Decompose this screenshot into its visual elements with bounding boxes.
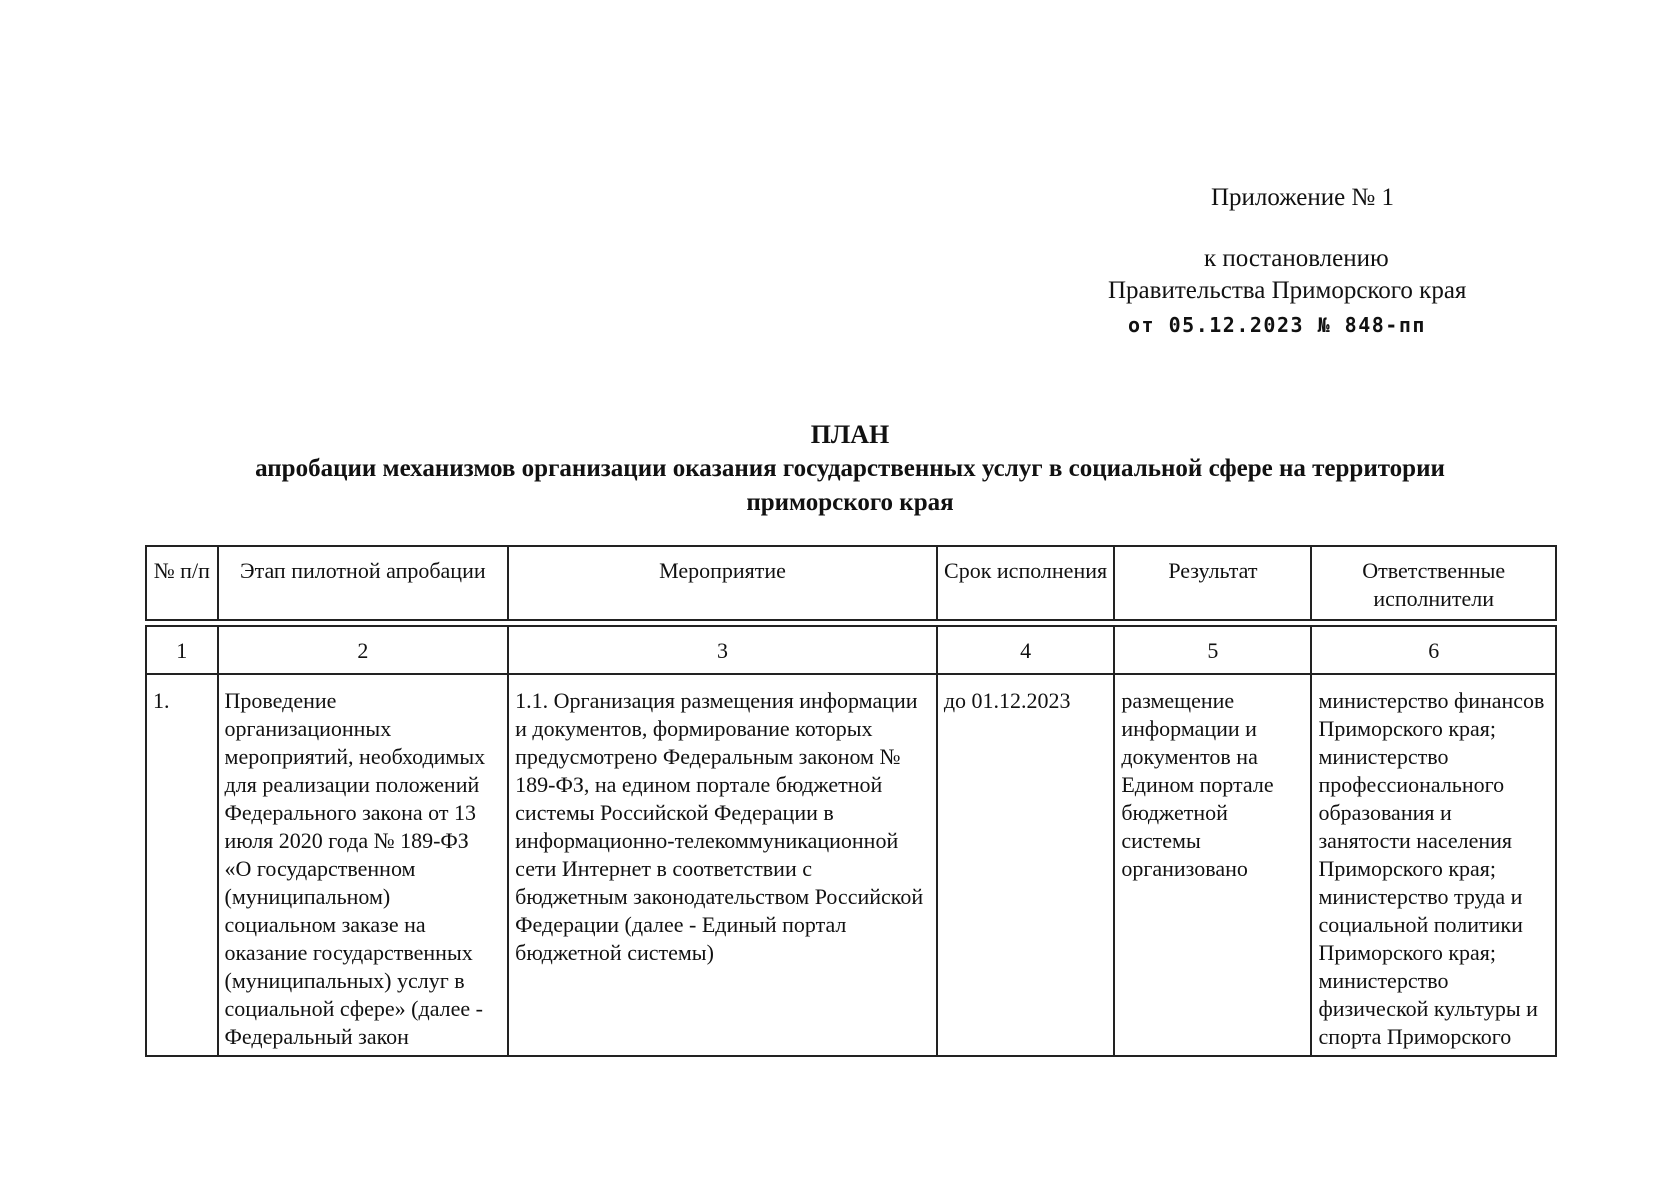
row-stage: Проведение организационных мероприятий, необходимых для реализации положений Федерального закона от 13 июля 2020 года № 189-ФЗ «О государственном (муниципальном) социальном заказе на оказание государственных (муниципальных) услуг в социальной сфере» (далее - Федеральный закон: [218, 674, 509, 1056]
appendix-date-number: от 05.12.2023 № 848-пп: [1128, 313, 1426, 337]
title-main: ПЛАН: [810, 420, 890, 449]
column-number: 6: [1311, 626, 1556, 674]
header-num: № п/п: [146, 546, 218, 620]
column-number-row: [146, 626, 1556, 674]
appendix-label: Приложение № 1: [1211, 184, 1395, 211]
column-number: 3: [508, 626, 937, 674]
row-result: размещение информации и документов на Едином портале бюджетной системы организовано: [1114, 674, 1311, 1056]
row-deadline: до 01.12.2023: [937, 674, 1115, 1056]
column-number: 5: [1114, 626, 1311, 674]
header-responsible: Ответственные исполнители: [1311, 546, 1556, 620]
column-number: 1: [146, 626, 218, 674]
appendix-to: к постановлению: [1204, 245, 1389, 272]
header-deadline: Срок исполнения: [937, 546, 1115, 620]
plan-table: [145, 545, 1557, 1057]
column-number: 4: [937, 626, 1115, 674]
appendix-header: [1108, 182, 1528, 341]
header-result: Результат: [1114, 546, 1311, 620]
row-num: 1.: [146, 674, 218, 1056]
title-subtitle-line2: приморского края: [746, 489, 954, 516]
document-title: [140, 418, 1560, 520]
column-number: 2: [218, 626, 509, 674]
row-responsible: министерство финансов Приморского края; министерство профессионального образования и занятости населения Приморского края; министерство труда и социальной политики Приморского края; министерство физической культуры и спорта Приморского: [1311, 674, 1556, 1056]
table-row: [146, 674, 1556, 1056]
appendix-authority: Правительства Приморского края: [1108, 277, 1467, 304]
row-action: 1.1. Организация размещения информации и документов, формирование которых предусмотрено Федеральным законом № 189-ФЗ, на едином портале бюджетной системы Российской Федерации в информационно-телекоммуникационной сети Интернет в соответствии с бюджетным законодательством Российской Федерации (далее - Единый портал бюджетной системы): [508, 674, 937, 1056]
header-stage: Этап пилотной апробации: [218, 546, 509, 620]
table-header-row: [146, 546, 1556, 620]
header-action: Мероприятие: [508, 546, 937, 620]
title-subtitle-line1: апробации механизмов организации оказания государственных услуг в социальной сфере на территории: [255, 455, 1445, 482]
